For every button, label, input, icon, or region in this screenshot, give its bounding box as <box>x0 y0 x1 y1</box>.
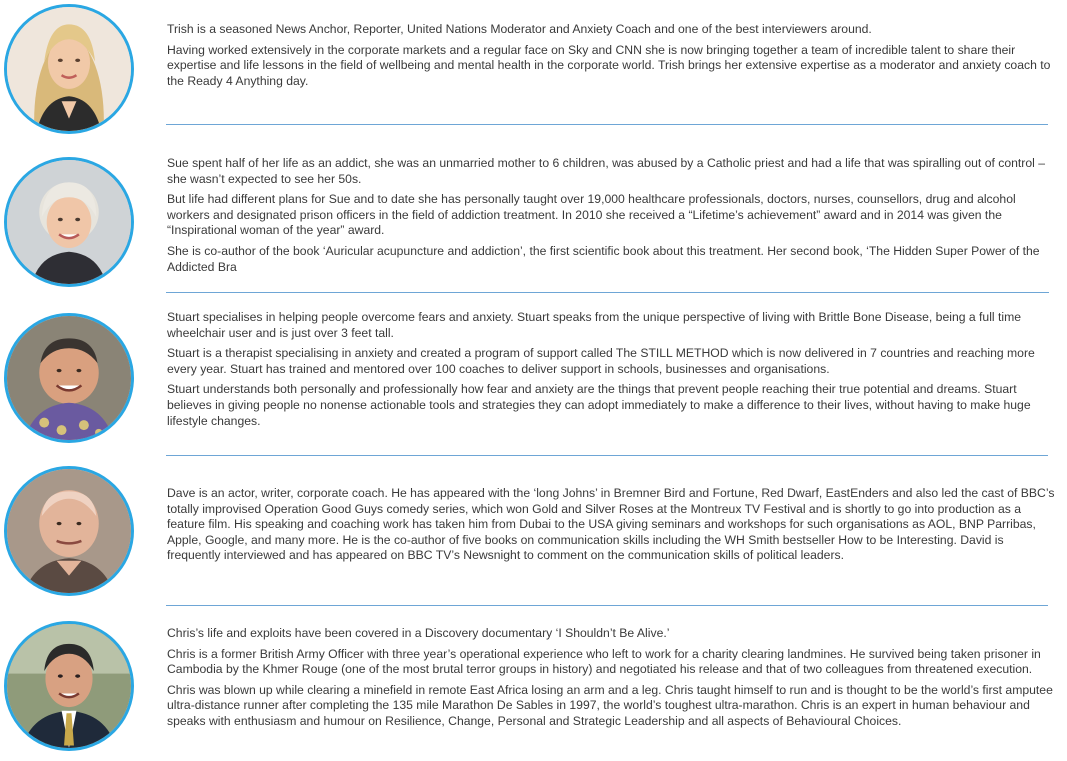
bio-paragraph: Chris was blown up while clearing a minefield in remote East Africa losing an arm and a leg. Chris taught himself to run and is thought to be the world’s first amputee ultra-distance runner after completing the 135 mile Marathon De Sables in 1997, the world’s toughest ultra-marathon. Chris is an expert in human behaviour and speaks with enthusiasm and humour on Resilience, Change, Personal and Strategic Leadership and all aspects of Behavioural Choices. <box>167 682 1053 728</box>
bio-chris <box>167 626 1060 735</box>
portrait-chris-icon <box>7 624 131 748</box>
section-divider <box>166 292 1049 293</box>
bio-paragraph: Sue spent half of her life as an addict, she was an unmarried mother to 6 children, was abused by a Catholic priest and had a life that was spiralling out of control – she wasn’t expected to see her 50s. <box>167 156 1045 186</box>
bio-paragraph: Stuart understands both personally and professionally how fear and anxiety are the things that prevent people reaching their true potential and dreams. Stuart believes in giving people no nonense actionable tools and strategies they can adopt immediately to make a difference to their lives, without having to make huge lifestyle changes. <box>167 382 1031 428</box>
avatar-stuart <box>4 313 134 443</box>
portrait-dave-icon <box>7 469 131 593</box>
bio-stuart <box>167 310 1060 434</box>
avatar-sue <box>4 157 134 287</box>
bio-paragraph: Stuart specialises in helping people overcome fears and anxiety. Stuart speaks from the unique perspective of living with Brittle Bone Disease, being a full time wheelchair user and is just over 3 feet tall. <box>167 310 1022 340</box>
portrait-trish-icon <box>7 7 131 131</box>
bio-paragraph: Chris’s life and exploits have been covered in a Discovery documentary ‘I Shouldn’t Be Alive.’ <box>167 626 670 640</box>
portrait-sue-icon <box>7 160 131 284</box>
bio-paragraph: Trish is a seasoned News Anchor, Reporter, United Nations Moderator and Anxiety Coach and one of the best interviewers around. <box>167 22 872 36</box>
bio-dave <box>167 486 1060 569</box>
bio-paragraph: But life had different plans for Sue and to date she has personally taught over 19,000 healthcare professionals, doctors, nurses, counsellors, drug and alcohol workers and designated prison officers in the field of addiction treatment. In 2010 she received a “Lifetime’s achievement” award and in 2014 was given the “Inspirational woman of the year” award. <box>167 192 1016 238</box>
bio-paragraph: Having worked extensively in the corporate markets and a regular face on Sky and CNN she is now bringing together a team of incredible talent to share their expertise and life lessons in the field of wellbeing and mental health in the corporate world. Trish brings her extensive expertise as a moderator and anxiety coach to the Ready 4 Anything day. <box>167 42 1051 88</box>
avatar-chris <box>4 621 134 751</box>
bio-paragraph: Chris is a former British Army Officer with three year’s operational experience who left to work for a charity clearing landmines. He survived being taken prisoner in Cambodia by the Khmer Rouge (one of the most brutal terror groups in history) and negotiated his release and that of two colleagues from threatened execution. <box>167 646 1041 677</box>
bio-paragraph: Stuart is a therapist specialising in anxiety and created a program of support called The STILL METHOD which is now delivered in 7 countries and reaching more every year. Stuart has trained and mentored over 100 coaches to deliver support in schools, businesses and organisations. <box>167 346 1035 376</box>
bio-paragraph: Dave is an actor, writer, corporate coach. He has appeared with the ‘long Johns’ in Bremner Bird and Fortune, Red Dwarf, EastEnders and also led the cast of BBC’s totally improvised Operation Good Guys comedy series, which won Gold and Silver Roses at the Montreux TV Festival and is shortly to go into production as a feature film. His speaking and coaching work has taken him from Dubai to the USA giving seminars and workshops for such organisations as AOL, BNP Parribas, Apple, Google, and many more. He is the co-author of five books on communication skills including the WH Smith bestseller How to be Interesting. David is frequently interviewed and has appeared on BBC TV’s Newsnight to comment on the communication skills of political leaders. <box>167 486 1055 563</box>
portrait-stuart-icon <box>7 316 131 440</box>
section-divider <box>166 455 1048 456</box>
section-divider <box>166 605 1048 606</box>
section-divider <box>166 124 1048 125</box>
bio-sue <box>167 156 1060 280</box>
avatar-trish <box>4 4 134 134</box>
bio-paragraph: She is co-author of the book ‘Auricular acupuncture and addiction’, the first scientific book about this treatment. Her second book, ‘The Hidden Super Power of the Addicted Bra <box>167 243 1040 274</box>
bio-trish <box>167 22 1060 94</box>
avatar-dave <box>4 466 134 596</box>
